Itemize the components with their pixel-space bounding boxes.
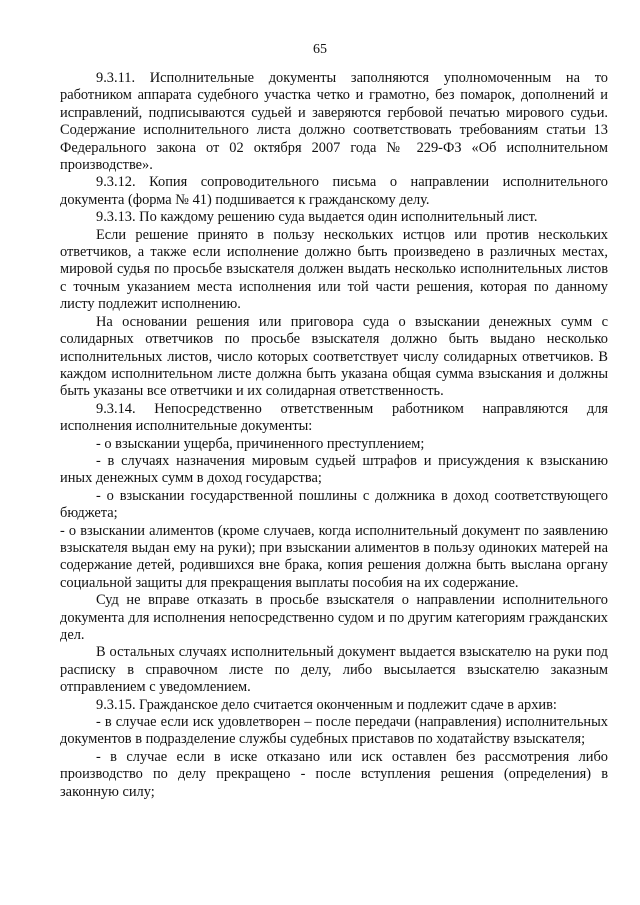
list-item: - о взыскании ущерба, причиненного преступлением;	[96, 435, 425, 452]
paragraph: В остальных случаях исполнительный документ выдается взыскателю на руки под расписку в справочном листе по делу, либо высылается взыскателю заказным отправлением с уведомлением.	[60, 644, 608, 696]
list-item: - в случае если иск удовлетворен – после передачи (направления) исполнительных документов в подразделение службы судебных приставов по ходатайству взыскателя;	[60, 714, 608, 748]
paragraph: 9.3.11. Исполнительные документы заполняются уполномоченным на то работником аппарата судебного участка четко и грамотно, без помарок, дополнений и исправлений, подписываются судьей и заверяются гербовой печатью мирового судьи. Содержание исполнительного листа должно соответствовать требованиям статьи 13 Федерального закона от 02 октября 2007 года № 229-ФЗ «Об исполнительном производстве».	[60, 70, 608, 174]
list-item: - в случаях назначения мировым судьей штрафов и присуждения к взысканию иных денежных сумм в доход государства;	[60, 452, 608, 487]
list-item: - о взыскании государственной пошлины с должника в доход соответствующего бюджета;	[60, 487, 608, 522]
list-item: - о взыскании алиментов (кроме случаев, когда исполнительный документ по заявлению взыскателя выдан ему на руки); при взыскании алиментов в пользу одиноких матерей на содержание детей, родившихся вне брака, копия решения должна быть выслана органу социальной защиты для прекращения выплаты пособия на их содержание.	[60, 522, 608, 591]
paragraph: 9.3.14. Непосредственно ответственным работником направляются для исполнения исполнительные документы:	[60, 400, 608, 435]
list-item: - в случае если в иске отказано или иск оставлен без рассмотрения либо производство по делу прекращено - после вступления решения (определения) в законную силу;	[60, 748, 608, 800]
paragraph: 9.3.13. По каждому решению суда выдается один исполнительный лист.	[96, 209, 538, 226]
paragraph: Суд не вправе отказать в просьбе взыскателя о направлении исполнительного документа для исполнения непосредственно судом и по другим категориям гражданских дел.	[60, 592, 608, 643]
paragraph: 9.3.12. Копия сопроводительного письма о направлении исполнительного документа (форма № 41) подшивается к гражданскому делу.	[60, 174, 608, 208]
document-body	[60, 70, 608, 801]
page-number: 65	[313, 42, 327, 57]
paragraph: На основании решения или приговора суда о взыскании денежных сумм с солидарных ответчиков по просьбе взыскателя должно быть выдано несколько исполнительных листов, число которых соответствует числу солидарных ответчиков. В каждом исполнительном листе должна быть указана общая сумма взыскания и должны быть указаны все ответчики и их солидарная ответственность.	[60, 313, 608, 400]
paragraph: Если решение принято в пользу нескольких истцов или против нескольких ответчиков, а также если исполнение должно быть произведено в различных местах, мировой судья по просьбе взыскателя должен выдать несколько исполнительных листов с точным указанием места исполнения или той части решения, которая по данному листу подлежит исполнению.	[60, 226, 608, 313]
paragraph: 9.3.15. Гражданское дело считается оконченным и подлежит сдаче в архив:	[96, 696, 557, 713]
